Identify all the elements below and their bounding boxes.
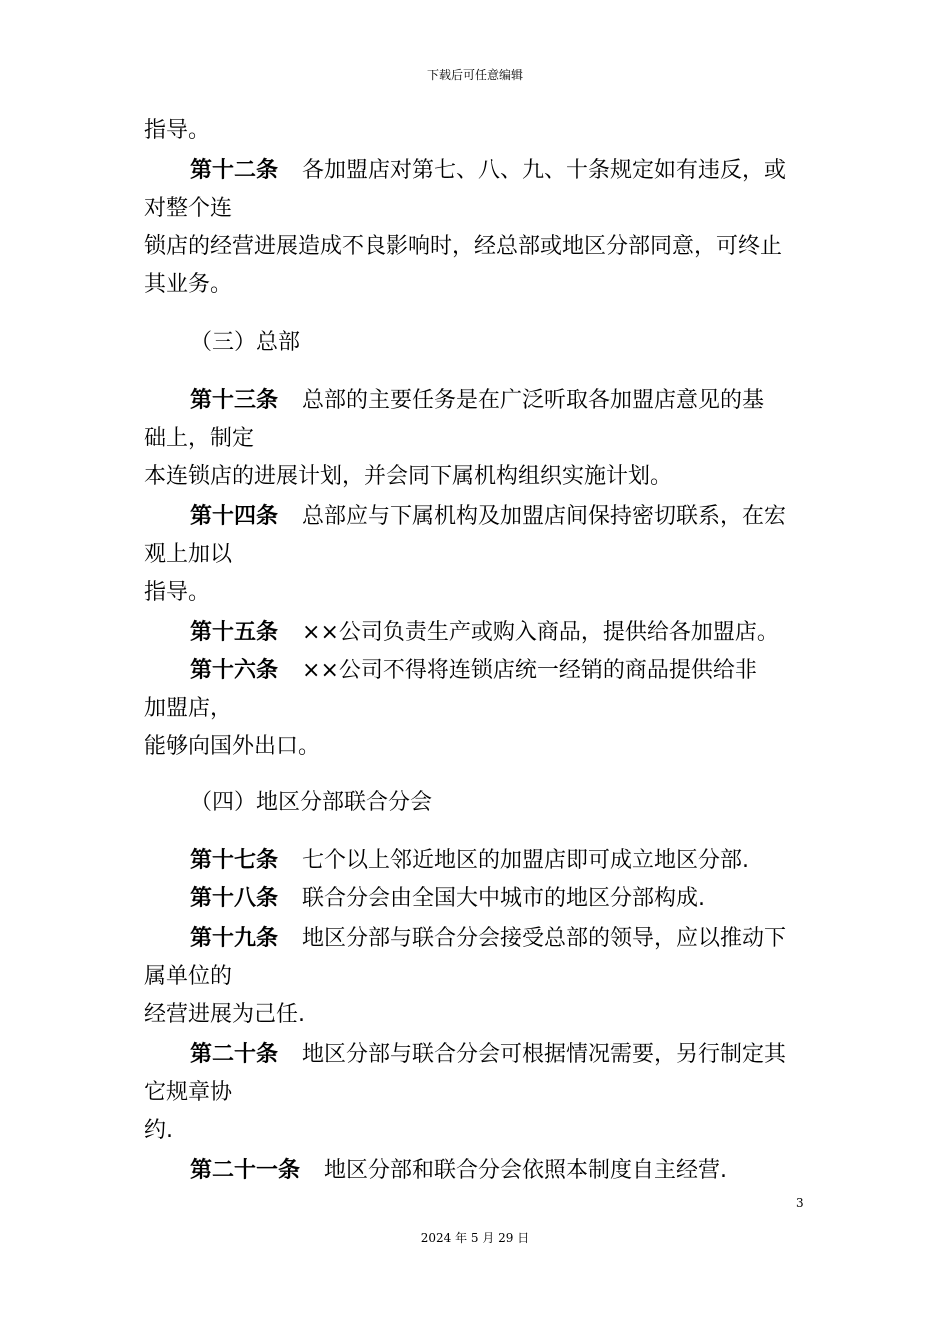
- text-line: 经营进展为己任.: [144, 1002, 305, 1027]
- article-text: 总部的主要任务是在广泛听取各加盟店意见的基: [302, 388, 765, 413]
- text-line: 它规章协: [144, 1080, 233, 1105]
- article-number: 第二十条: [190, 1042, 279, 1067]
- text-line: 础上，制定: [144, 426, 255, 451]
- article-text: 七个以上邻近地区的加盟店即可成立地区分部.: [302, 848, 750, 873]
- section-heading: （三）总部: [190, 330, 301, 355]
- article-18: [190, 884, 705, 914]
- article-number: 第二十一条: [190, 1158, 301, 1183]
- article-21: [190, 1156, 727, 1186]
- article-text: ××公司负责生产或购入商品，提供给各加盟店。: [302, 620, 779, 645]
- page-header: 下载后可任意编辑: [426, 68, 523, 82]
- text-line: 锁店的经营进展造成不良影响时，经总部或地区分部同意，可终止: [144, 234, 783, 259]
- article-text: 地区分部与联合分会可根据情况需要，另行制定其: [302, 1042, 787, 1067]
- article-number: 第十二条: [190, 158, 279, 183]
- article-text: 地区分部和联合分会依照本制度自主经营.: [324, 1158, 728, 1183]
- text-line: 加盟店，: [144, 696, 233, 721]
- article-text: 联合分会由全国大中城市的地区分部构成.: [302, 886, 706, 911]
- article-text: 各加盟店对第七、八、九、十条规定如有违反，或: [302, 158, 787, 183]
- article-16: [190, 656, 757, 686]
- text-line: 能够向国外出口。: [144, 734, 321, 759]
- article-number: 第十四条: [190, 504, 279, 529]
- page-footer-date: 2024 年 5 月 29 日: [420, 1231, 530, 1245]
- article-text: 总部应与下属机构及加盟店间保持密切联系，在宏: [302, 504, 787, 529]
- text-line: 观上加以: [144, 542, 233, 567]
- article-13: [190, 386, 764, 416]
- article-14: [190, 502, 786, 532]
- article-number: 第十七条: [190, 848, 279, 873]
- article-text: 地区分部与联合分会接受总部的领导，应以推动下: [302, 926, 787, 951]
- text-line: 属单位的: [144, 964, 233, 989]
- text-line: 本连锁店的进展计划，并会同下属机构组织实施计划。: [144, 464, 673, 489]
- section-heading: （四）地区分部联合分会: [190, 790, 433, 815]
- text-line: 其业务。: [144, 272, 233, 297]
- article-20: [190, 1040, 786, 1070]
- page-number: 3: [796, 1196, 804, 1210]
- article-15: [190, 618, 779, 648]
- text-line: 指导。: [144, 580, 211, 605]
- article-text: ××公司不得将连锁店统一经销的商品提供给非: [302, 658, 757, 683]
- article-12: [190, 156, 786, 186]
- article-number: 第十八条: [190, 886, 279, 911]
- article-number: 第十五条: [190, 620, 279, 645]
- article-number: 第十六条: [190, 658, 279, 683]
- article-17: [190, 846, 749, 876]
- text-line: 指导。: [144, 118, 211, 143]
- article-19: [190, 924, 786, 954]
- text-line: 约.: [144, 1118, 173, 1143]
- article-number: 第十三条: [190, 388, 279, 413]
- article-number: 第十九条: [190, 926, 279, 951]
- text-line: 对整个连: [144, 196, 233, 221]
